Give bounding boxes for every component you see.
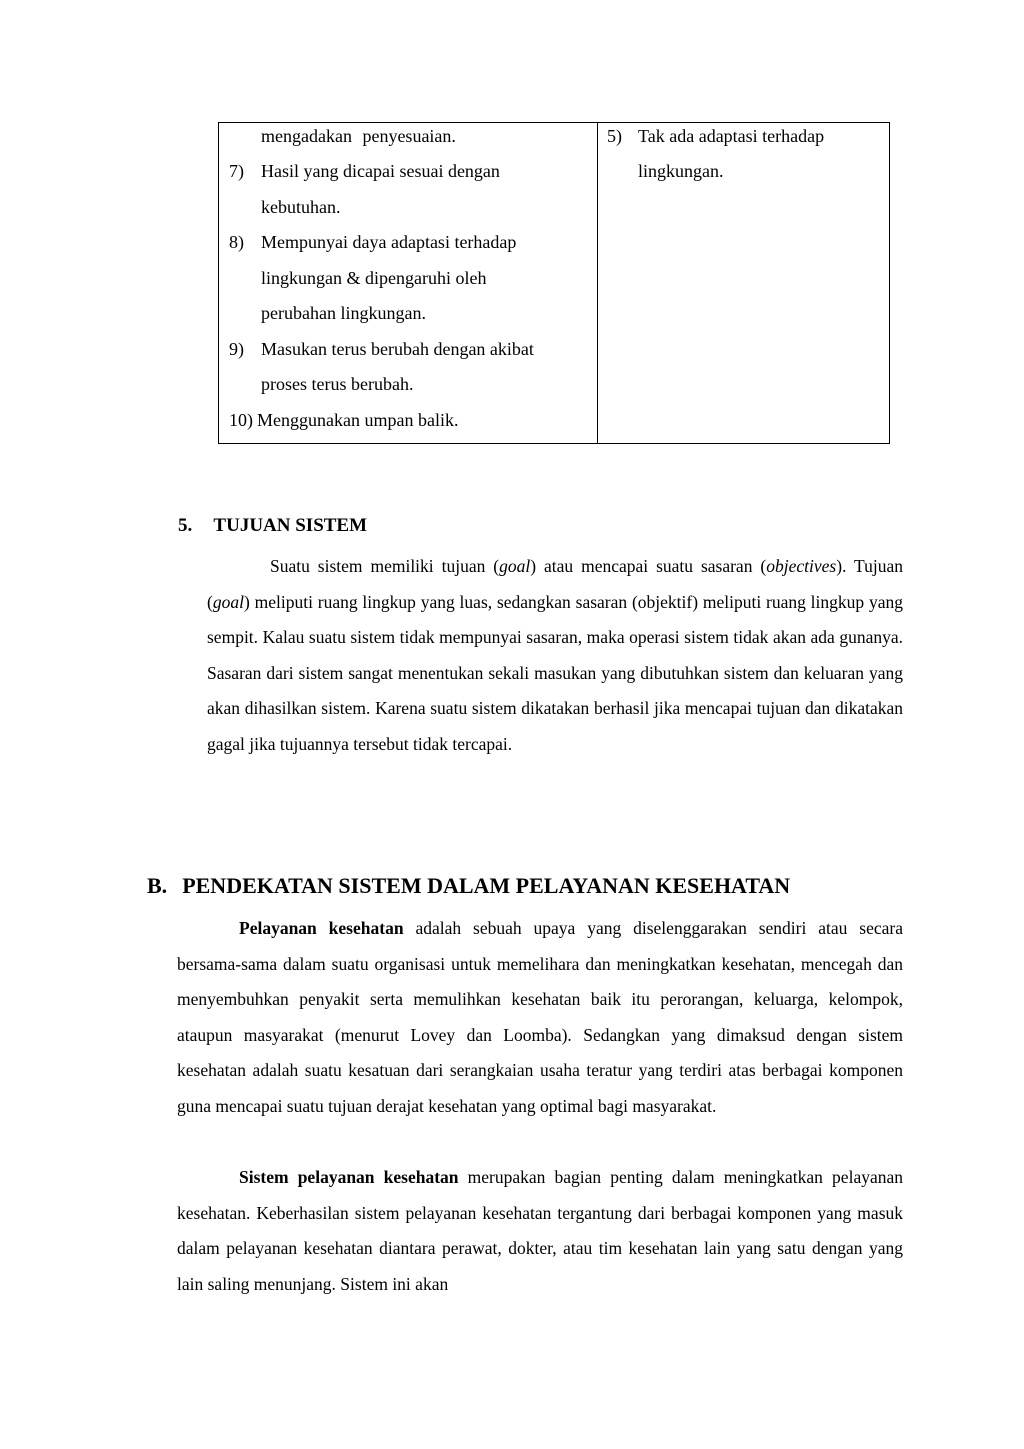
section-b-paragraph-1: Pelayanan kesehatan adalah sebuah upaya yang diselenggarakan sendiri atau secara bersama-sama dalam suatu organisasi untuk memelihara dan meningkatkan kesehatan, mencegah dan menyembuhkan penyakit serta memulihkan kesehatan baik itu perorangan, keluarga, kelompok, ataupun masyarakat (menurut Lovey dan Loomba). Sedangkan yang dimaksud dengan sistem kesehatan adalah suatu kesatuan dari serangkaian usaha teratur yang terdiri atas berbagai komponen guna mencapai suatu tujuan derajat kesehatan yang optimal bagi masyarakat. (177, 918, 904, 1116)
section-b-heading (147, 873, 790, 899)
section-5-heading (178, 515, 367, 537)
section-5-paragraph: Suatu sistem memiliki tujuan (goal) atau mencapai suatu sasaran (objectives). Tujuan (goal) meliputi ruang lingkup yang luas, sedangkan sasaran (objektif) meliputi ruang lingkup yang sempit. Kalau suatu sistem tidak mempunyai sasaran, maka operasi sistem tidak akan ada gunanya. Sasaran dari sistem sangat menentukan sekali masukan yang dibutuhkan sistem dan keluaran yang akan dihasilkan sistem. Karena suatu sistem dikatakan berhasil jika mencapai tujuan dan dikatakan gagal jika tujuannya tersebut tidak tercapai. (207, 556, 903, 754)
section-letter: B. (147, 873, 168, 898)
document-page: mengadakan penyesuaian. 7) Hasil yang dicapai sesuai dengan kebutuhan. 8) Mempunyai daya adaptasi terhadap lingkungan & dipengaruhi oleh perubahan lingkungan. 9) Masukan terus berubah dengan akibat proses terus berubah. 10) Menggunakan umpan balik. 5) Tak ada adaptasi terhadap lingkungan. 5. TUJUAN SISTEM Suatu sistem memiliki tujuan (goal) atau mencapai suatu sasaran (objectives). Tujuan (goal) meliputi ruang lingkup yang luas, sedangkan sasaran (objektif) meliputi ruang lingkup yang sempit. Kalau suatu sistem tidak mempunyai sasaran, maka operasi sistem tidak akan ada gunanya. Sasaran dari sistem sangat menentukan sekali masukan yang dibutuhkan sistem dan keluaran yang akan dihasilkan sistem. Karena suatu sistem dikatakan berhasil jika mencapai tujuan dan dikatakan gagal jika tujuannya tersebut tidak tercapai. B. PENDEKATAN SISTEM DALAM PELAYANAN KESEHATAN Pelayanan kesehatan adalah sebuah upaya yang diselenggarakan sendiri atau secara bersama-sama dalam suatu organisasi untuk memelihara dan meningkatkan kesehatan, mencegah dan menyembuhkan penyakit serta memulihkan kesehatan baik itu perorangan, keluarga, kelompok, ataupun masyarakat (menurut Lovey dan Loomba). Sedangkan yang dimaksud dengan sistem kesehatan adalah suatu kesatuan dari serangkaian usaha teratur yang terdiri atas berbagai komponen guna mencapai suatu tujuan derajat kesehatan yang optimal bagi masyarakat. Sistem pelayanan kesehatan merupakan bagian penting dalam meningkatkan pelayanan kesehatan. Keberhasilan sistem pelayanan kesehatan tergantung dari berbagai komponen yang masuk dalam pelayanan kesehatan diantara perawat, dokter, atau tim kesehatan lain yang satu dengan yang lain saling menunjang. Sistem ini akan (0, 0, 1024, 1449)
section-number: 5. (178, 515, 193, 536)
section-title: TUJUAN SISTEM (213, 515, 368, 536)
section-title: PENDEKATAN SISTEM DALAM PELAYANAN KESEHATAN (182, 873, 791, 898)
section-b-paragraph-2: Sistem pelayanan kesehatan merupakan bagian penting dalam meningkatkan pelayanan kesehatan. Keberhasilan sistem pelayanan kesehatan tergantung dari berbagai komponen yang masuk dalam pelayanan kesehatan diantara perawat, dokter, atau tim kesehatan lain yang satu dengan yang lain saling menunjang. Sistem ini akan (177, 1167, 903, 1294)
